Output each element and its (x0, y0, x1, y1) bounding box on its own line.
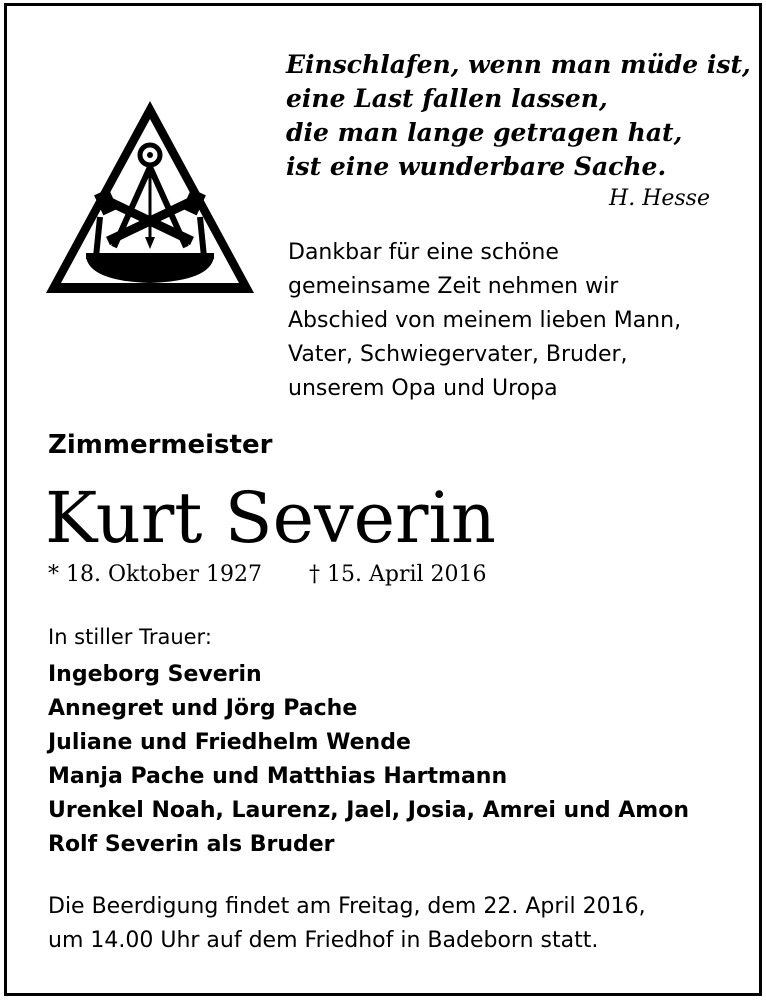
mourner-name: Rolf Severin als Bruder (48, 832, 335, 857)
mourners-label: In stiller Trauer: (48, 625, 212, 649)
mourner-name: Juliane und Friedhelm Wende (48, 730, 411, 755)
deceased-profession: Zimmermeister (48, 430, 273, 460)
life-dates (48, 562, 568, 587)
thanks-line: Vater, Schwiegervater, Bruder, (288, 342, 628, 367)
thanks-text (288, 236, 748, 406)
funeral-notice (48, 890, 738, 958)
thanks-line: Abschied von meinem lieben Mann, (288, 308, 682, 333)
poem-author: H. Hesse (609, 186, 710, 211)
poem-line: Einschlafen, wenn man müde ist, (286, 50, 751, 79)
thanks-line: Dankbar für eine schöne (288, 240, 559, 265)
mourner-name: Ingeborg Severin (48, 662, 262, 687)
poem-line: eine Last fallen lassen, (286, 84, 608, 113)
mourner-name: Annegret und Jörg Pache (48, 696, 358, 721)
poem-line: ist eine wunderbare Sache. (286, 152, 667, 181)
deceased-name: Kurt Severin (45, 477, 496, 559)
thanks-line: gemeinsame Zeit nehmen wir (288, 274, 619, 299)
poem-quote (286, 48, 751, 184)
funeral-line: Die Beerdigung findet am Freitag, dem 22. April 2016, (48, 894, 646, 919)
carpenter-guild-emblem-icon (42, 97, 258, 297)
thanks-line: unserem Opa und Uropa (288, 376, 558, 401)
birth-date: * 18. Oktober 1927 (48, 562, 263, 587)
mourners-list (48, 658, 738, 862)
mourner-name: Urenkel Noah, Laurenz, Jael, Josia, Amrei und Amon (48, 798, 689, 823)
funeral-line: um 14.00 Uhr auf dem Friedhof in Badeborn statt. (48, 928, 599, 953)
death-date: † 15. April 2016 (309, 562, 487, 587)
mourner-name: Manja Pache und Matthias Hartmann (48, 764, 508, 789)
poem-line: die man lange getragen hat, (286, 118, 683, 147)
